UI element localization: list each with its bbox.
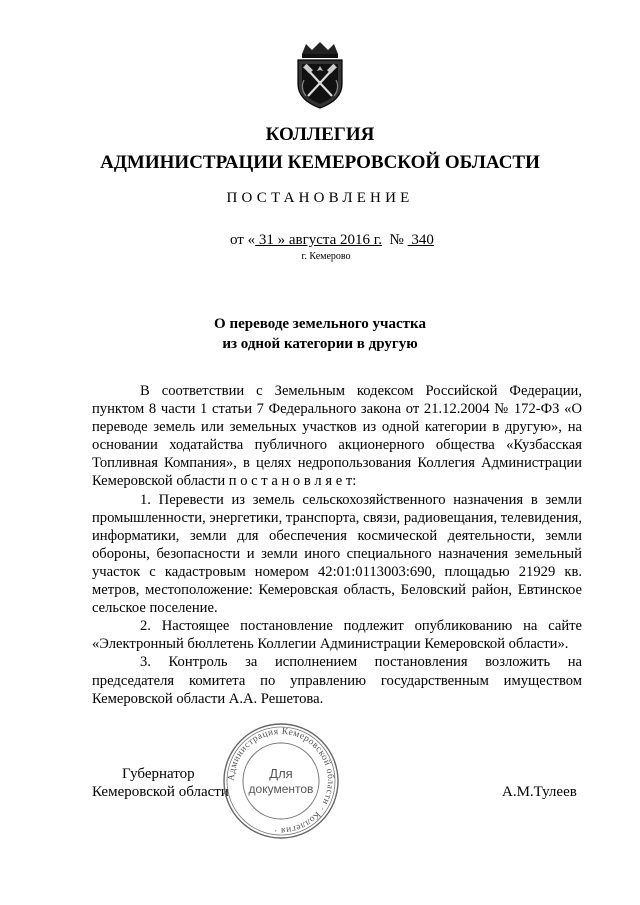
header-line-1: КОЛЛЕГИЯ [265, 124, 375, 145]
document-body [92, 382, 582, 708]
paragraph-item-3: 3. Контроль за исполнением постановления возложить на председателя комитета по управлению государственным имуществом Кемеровской области А.А. Решетова. [92, 654, 582, 707]
date-month-year: » августа 2016 г. [277, 232, 383, 248]
stamp-ring-text: Администрация Кемеровской области · Коллегия · [226, 726, 336, 836]
number-label: № [389, 232, 404, 248]
stamp-center-line-1: Для [269, 766, 293, 781]
subject-line-1: О переводе земельного участка [214, 316, 426, 332]
document-number: 340 [407, 232, 434, 248]
signatory-title-line-2: Кемеровской области [92, 784, 229, 800]
paragraph-item-2: 2. Настоящее постановление подлежит опубликованию на сайте «Электронный бюллетень Коллегии Администрации Кемеровской области». [92, 618, 582, 653]
official-stamp [222, 722, 340, 840]
paragraph-preamble: В соответствии с Земельным кодексом Российской Федерации, пунктом 8 части 1 статьи 7 Федерального закона от 21.12.2004 № 172-ФЗ «О переводе земель или земельных участков из одной категории в другую», на основании ходатайства публичного акционерного общества «Кузбасская Топливная Компания», в целях недропользования Коллегия Администрации Кемеровской области п о с т а н о в л я е т: [92, 383, 582, 490]
coat-of-arms-icon [290, 40, 350, 110]
date-line [230, 232, 434, 249]
paragraph-item-1: 1. Перевести из земель сельскохозяйственного назначения в земли промышленности, энергетики, транспорта, связи, радиовещания, телевидения, информатики, земли для обеспечения космической деятельности, земли обороны, безопасности и земли иного специального назначения земельный участок с кадастровым номером 42:01:0113003:690, площадью 21929 кв. метров, местоположение: Кемеровская область, Беловский район, Евтинское сельское поселение. [92, 491, 582, 617]
header-line-2: АДМИНИСТРАЦИИ КЕМЕРОВСКОЙ ОБЛАСТИ [100, 152, 540, 173]
signatory-title-line-1: Губернатор [122, 766, 195, 782]
date-prefix: от « [230, 232, 256, 248]
signatory-name: А.М.Тулеев [502, 784, 577, 800]
subject-line-2: из одной категории в другую [222, 336, 418, 352]
date-day: 31 [255, 232, 278, 248]
city: г. Кемерово [301, 251, 351, 262]
stamp-center-line-2: документов [248, 782, 314, 796]
document-type: ПОСТАНОВЛЕНИЕ [226, 190, 414, 206]
